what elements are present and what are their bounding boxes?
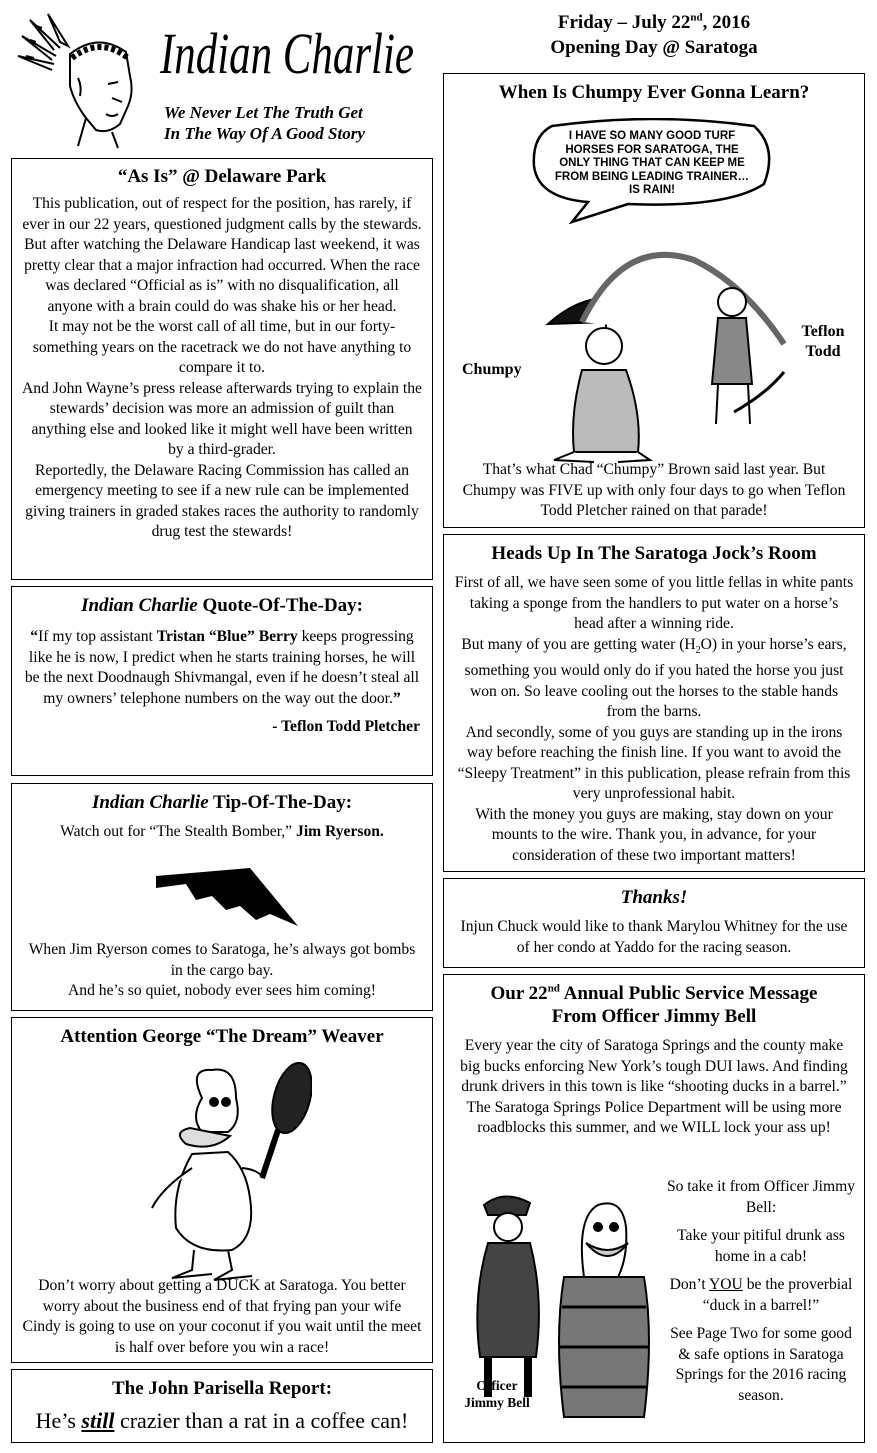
as-is-paragraph: This publication, out of respect for the position, has rarely, if ever in our 22 years, questioned judgment calls by the stewards. But after watching the Delaware Handicap last weekend, it was pretty clear that a major infraction had occurred. When the race was declared “Official as is” with no disqualification, all anyone with a brain could do was shake his or her head. bbox=[22, 195, 422, 315]
psa-title: Our 22nd Annual Public Service Message From Officer Jimmy Bell bbox=[490, 982, 818, 1027]
indian-logo-illustration bbox=[8, 6, 148, 152]
as-is-paragraph: It may not be the worst call of all time, but in our forty-something years on the racetrack we do not have anything to compare it to. bbox=[32, 318, 412, 376]
weaver-text: Don’t worry about getting a DUCK at Saratoga. You better worry about the business end of that frying pan your wife Cindy is going to use on your coconut if you wait until the meet is half over before you win a race! bbox=[22, 1277, 422, 1356]
psa-text: Every year the city of Saratoga Springs and the county make big bucks enforcing New York’s tough DUI laws. And finding drunk drivers in this town is like “shooting ducks in a barrel.” The Saratoga Springs Police Department will be using more roadblocks this summer, and we WILL lock your ass up! bbox=[460, 1037, 848, 1136]
chumpy-article bbox=[443, 73, 865, 528]
quote-text: “If my top assistant Tristan “Blue” Berry keeps progressing like he is now, I predict when he starts training horses, he will be the next Doodnaugh Shivmangal, even if he doesn’t steal all my owners’ telephone numbers on the way out the door.” bbox=[24, 628, 420, 707]
quote-of-the-day bbox=[11, 586, 433, 776]
jocks-title: Heads Up In The Saratoga Jock’s Room bbox=[491, 543, 817, 564]
as-is-body bbox=[22, 194, 422, 543]
as-is-paragraph: Reportedly, the Delaware Racing Commission has called an emergency meeting to see if a new rule can be implemented giving trainers in graded stakes races the authority to randomly drug test the stewards! bbox=[25, 461, 419, 540]
as-is-title: “As Is” @ Delaware Park bbox=[117, 166, 327, 187]
tagline-line-1: We Never Let The Truth Get bbox=[164, 103, 363, 122]
chumpy-and-todd-cartoon bbox=[534, 224, 834, 464]
tip-body: When Jim Ryerson comes to Saratoga, he’s always got bombs in the cargo bay. And he’s so quiet, nobody ever sees him coming! bbox=[28, 941, 416, 999]
parisella-text: He’s still crazier than a rat in a coffee can! bbox=[35, 1408, 409, 1433]
thanks-text: Injun Chuck would like to thank Marylou Whitney for the use of her condo at Yaddo for the racing season. bbox=[460, 918, 848, 956]
issue-date: Friday – July 22nd, 2016 bbox=[557, 11, 751, 33]
jocks-room-article bbox=[443, 534, 865, 872]
speech-bubble-text: I HAVE SO MANY GOOD TURF HORSES FOR SARATOGA, THE ONLY THING THAT CAN KEEP ME FROM BEING LEADING TRAINER…IS RAIN! bbox=[554, 130, 750, 196]
tagline-line-2: In The Way Of A Good Story bbox=[164, 124, 365, 143]
issue-date-block bbox=[444, 10, 864, 60]
weaver-title: Attention George “The Dream” Weaver bbox=[60, 1026, 384, 1047]
quote-title: Indian Charlie Quote-Of-The-Day: bbox=[81, 595, 363, 616]
officer-label: Officer Jimmy Bell bbox=[464, 1378, 530, 1410]
duck-with-frying-pan-illustration bbox=[132, 1058, 312, 1282]
psa-sidebar: So take it from Officer Jimmy Bell: Take your pitiful drunk ass home in a cab! Don’t YOU be the proverbial “duck in a barrel!” See Page Two for some good & safe options in Saratoga Springs for the 2016 racing season. bbox=[666, 1178, 856, 1404]
masthead-title: Indian Charlie bbox=[160, 21, 414, 86]
masthead-tagline bbox=[164, 102, 365, 144]
as-is-article bbox=[11, 158, 433, 580]
chumpy-label: Chumpy bbox=[462, 361, 522, 378]
todd-label: Teflon Todd bbox=[801, 323, 845, 360]
weaver-article bbox=[11, 1017, 433, 1363]
jocks-body: First of all, we have seen some of you little fellas in white pants taking a sponge from the handlers to put water on a horse’s head after a winning ride. But many of you are getting water $(H_2O)$ in your horse’s ears, something you would only do if you hated the horse you just won on. So leave cooling out the horses to the stable hands from the barns. And secondly, some of you guys are standing up in the irons way before reaching the finish line. If you want to avoid the “Sleepy Treatment” in this publication, please refrain from this very unprofessional habit. With the money you guys are making, stay down on your mounts to the wire. Thank you, in advance, for your consideration of these two important matters! bbox=[454, 574, 854, 864]
psa-article bbox=[443, 974, 865, 1443]
quote-attribution: - Teflon Todd Pletcher bbox=[272, 718, 420, 735]
tip-intro: Watch out for “The Stealth Bomber,” Jim Ryerson. bbox=[60, 823, 384, 840]
issue-edition: Opening Day @ Saratoga bbox=[550, 37, 758, 58]
chumpy-title: When Is Chumpy Ever Gonna Learn? bbox=[498, 82, 810, 103]
thanks-title: Thanks! bbox=[620, 887, 688, 908]
tip-of-the-day bbox=[11, 783, 433, 1011]
chumpy-caption: That’s what Chad “Chumpy” Brown said last year. But Chumpy was FIVE up with only four days to go when Teflon Todd Pletcher rained on that parade! bbox=[462, 461, 846, 519]
as-is-paragraph: And John Wayne’s press release afterwards trying to explain the stewards’ decision was more an admission of guilt than anything else and looked like it might well have been written by a third-grader. bbox=[22, 379, 422, 458]
parisella-title: The John Parisella Report: bbox=[111, 1378, 333, 1399]
parisella-report bbox=[11, 1369, 433, 1443]
thanks-article bbox=[443, 878, 865, 968]
stealth-bomber-illustration bbox=[152, 858, 302, 930]
tip-title: Indian Charlie Tip-Of-The-Day: bbox=[91, 792, 353, 813]
